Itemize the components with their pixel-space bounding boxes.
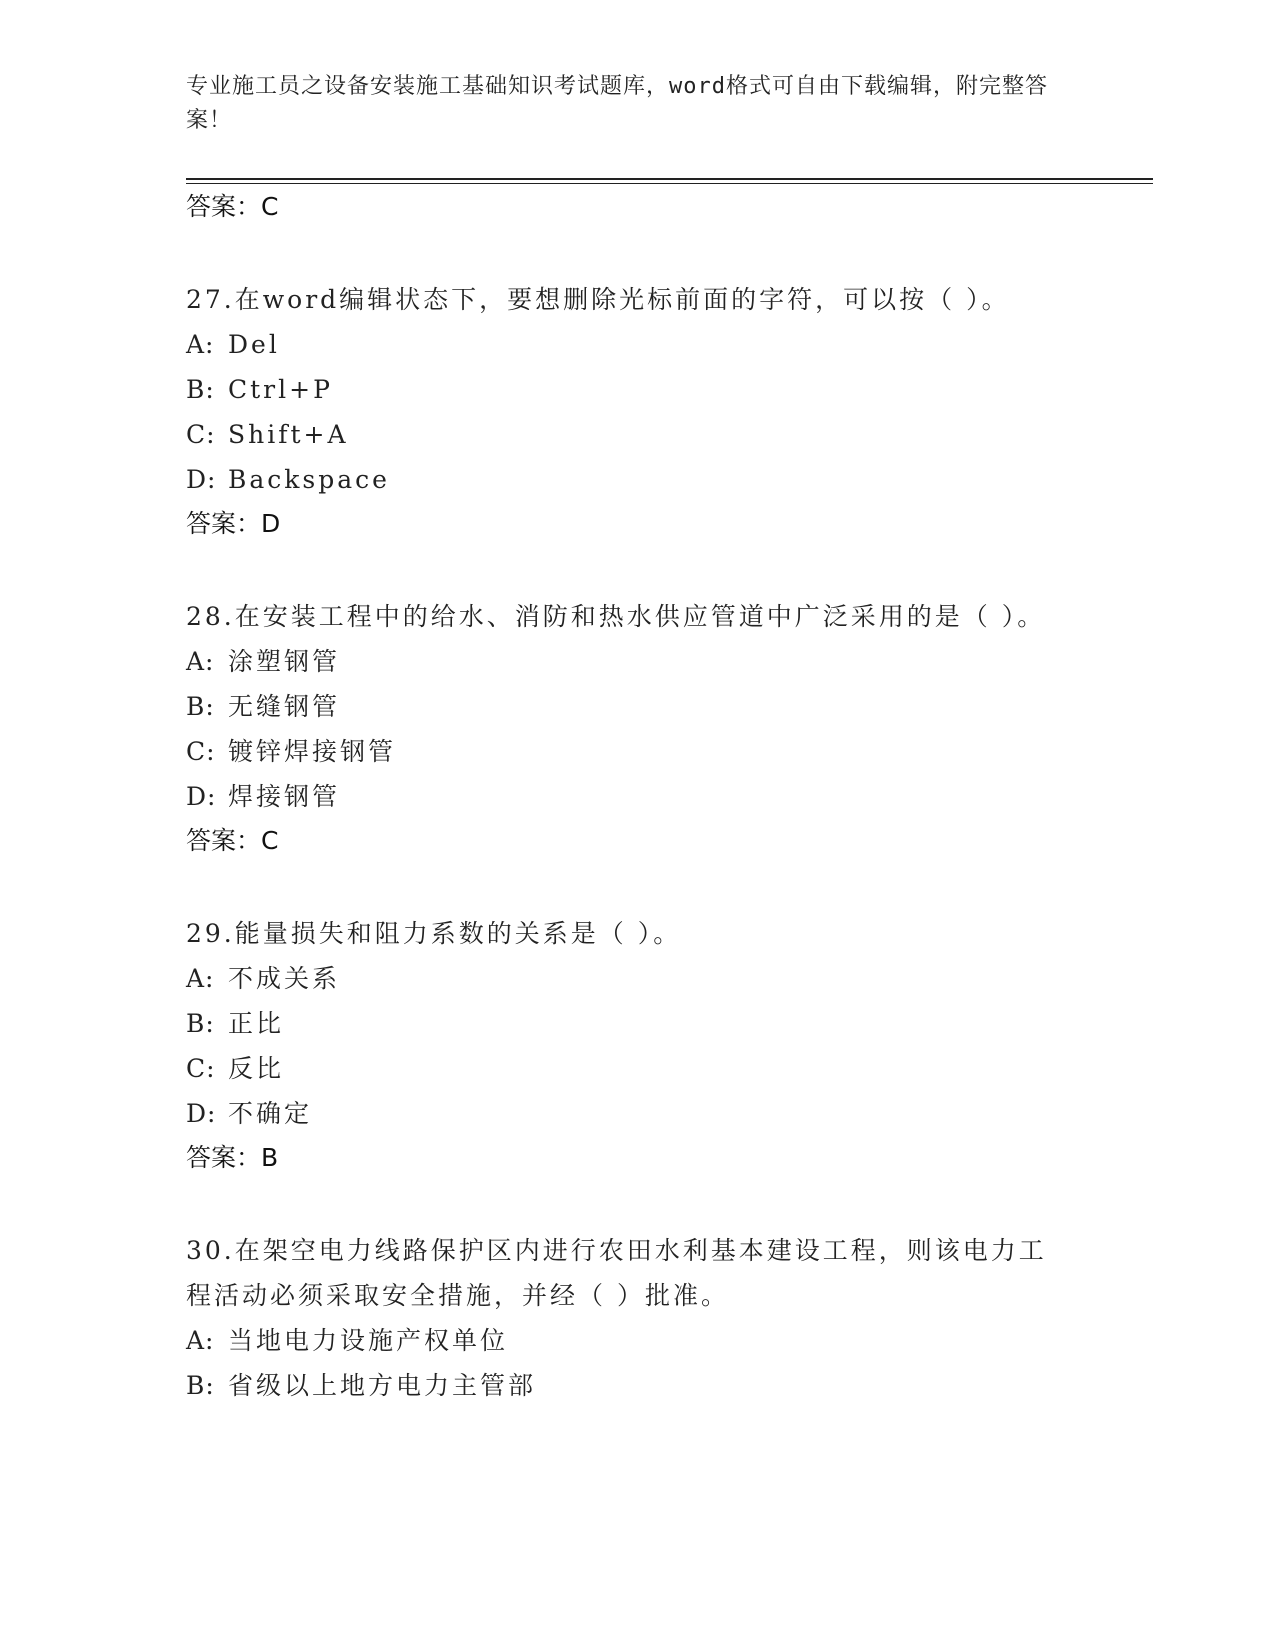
answer-label: 答案： [186,509,262,538]
option-text: 反比 [228,1054,285,1083]
option-key: B: [186,375,215,404]
option-key: D: [186,782,217,811]
answer-value: C [261,826,279,855]
option-key: A: [186,964,215,993]
option-key: B: [186,1371,215,1400]
question-spacer [186,229,1136,277]
question-text: 在word编辑状态下，要想删除光标前面的字符，可以按（ ）。 [234,285,1010,314]
question-stem [186,911,1066,956]
option-text: 无缝钢管 [228,692,341,721]
option-key: C: [186,737,216,766]
question-stem [186,1228,1066,1318]
question-number: 29. [186,919,235,948]
answer-option [186,774,1136,819]
question-number: 28. [186,602,235,631]
question-spacer [186,546,1136,594]
answer-label: 答案： [186,192,262,221]
option-text: 当地电力设施产权单位 [228,1326,509,1355]
option-text: Backspace [228,465,390,494]
answer-option [186,956,1136,1001]
question-text: 能量损失和阻力系数的关系是（ ）。 [234,919,682,948]
option-key: B: [186,692,215,721]
answer-option [186,729,1136,774]
question-stem [186,594,1066,639]
option-text: 正比 [228,1009,285,1038]
question-number: 27. [186,285,235,314]
question-text: 在架空电力线路保护区内进行农田水利基本建设工程，则该电力工程活动必须采取安全措施，并经（ ）批准。 [186,1236,1047,1310]
option-key: D: [186,1099,217,1128]
answer-option [186,1318,1136,1363]
option-text: 焊接钢管 [228,782,341,811]
answer-option [186,639,1136,684]
option-key: A: [186,647,215,676]
answer-option [186,1046,1136,1091]
option-text: 涂塑钢管 [228,647,341,676]
answer-option [186,1091,1136,1136]
answer-option [186,1001,1136,1046]
answer-option [186,322,1136,367]
option-text: Ctrl+P [228,375,333,404]
option-key: C: [186,420,216,449]
option-key: A: [186,330,215,359]
option-key: C: [186,1054,216,1083]
header-divider-thin [186,183,1153,184]
question-stem [186,277,1066,322]
option-text: Del [228,330,280,359]
question-list [186,185,1136,1408]
answer-value: B [261,1143,279,1172]
option-key: B: [186,1009,215,1038]
option-text: 省级以上地方电力主管部 [228,1371,537,1400]
answer-option [186,412,1136,457]
document-header: 专业施工员之设备安装施工基础知识考试题库，word格式可自由下载编辑，附完整答案！ [186,74,1048,133]
answer-option [186,684,1136,729]
answer-label: 答案： [186,1143,262,1172]
option-key: A: [186,1326,215,1355]
answer-line [186,1136,1136,1180]
option-key: D: [186,465,217,494]
option-text: 镀锌焊接钢管 [228,737,397,766]
answer-option [186,367,1136,412]
option-text: 不成关系 [228,964,341,993]
option-text: 不确定 [228,1099,313,1128]
answer-line [186,185,1136,229]
header-divider-thick [186,178,1153,180]
answer-value: D [261,509,281,538]
answer-value: C [261,192,279,221]
answer-line [186,819,1136,863]
question-text: 在安装工程中的给水、消防和热水供应管道中广泛采用的是（ ）。 [234,602,1046,631]
option-text: Shift+A [228,420,349,449]
answer-option [186,457,1136,502]
answer-label: 答案： [186,826,262,855]
answer-line [186,502,1136,546]
question-number: 30. [186,1236,235,1265]
question-spacer [186,1180,1136,1228]
question-spacer [186,863,1136,911]
answer-option [186,1363,1136,1408]
